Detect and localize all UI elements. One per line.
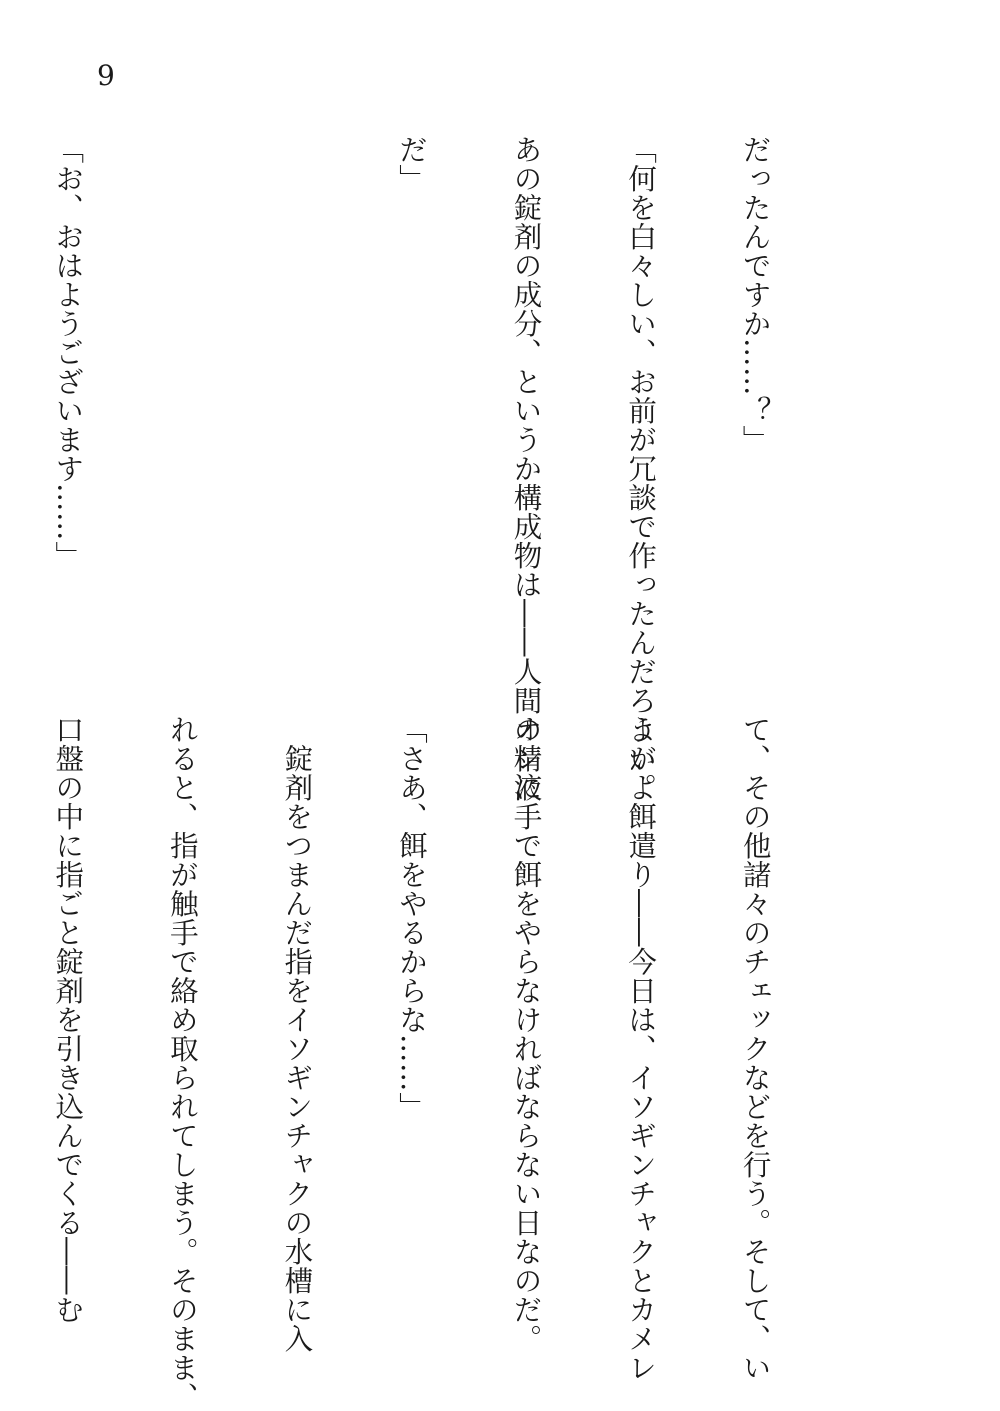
text-line	[163, 135, 201, 683]
text-line: オンに手で餌をやらなければならない日なのだ。	[509, 715, 543, 1353]
text-line: 口盤の中に指ごと錠剤を引き込んでくる――む	[51, 715, 85, 1324]
text-line: よいよ餌遣り――今日は、イソギンチャクとカメレ	[624, 715, 658, 1382]
text-line: だったんですか……？」	[738, 135, 772, 454]
text-block-top	[51, 135, 850, 802]
text-line: あの錠剤の成分、というか構成物は――人間の精液	[509, 135, 543, 802]
text-line: だ」	[394, 135, 428, 193]
text-line: 錠剤をつまんだ指をイソギンチャクの水槽に入	[280, 715, 314, 1353]
text-line: れると、指が触手で絡め取られてしまう。そのまま、	[165, 715, 199, 1411]
text-line: 「さあ、餌をやるからな……」	[394, 715, 428, 1121]
text-line	[277, 135, 315, 683]
text-line: 「何を白々しい、お前が冗談で作ったんだろうが。	[624, 135, 658, 802]
text-line: 「お、おはようございます……」	[51, 135, 85, 570]
text-line: て、その他諸々のチェックなどを行う。そして、い	[738, 715, 772, 1382]
text-block-bottom	[51, 715, 850, 1411]
page-number: 9	[97, 59, 115, 92]
